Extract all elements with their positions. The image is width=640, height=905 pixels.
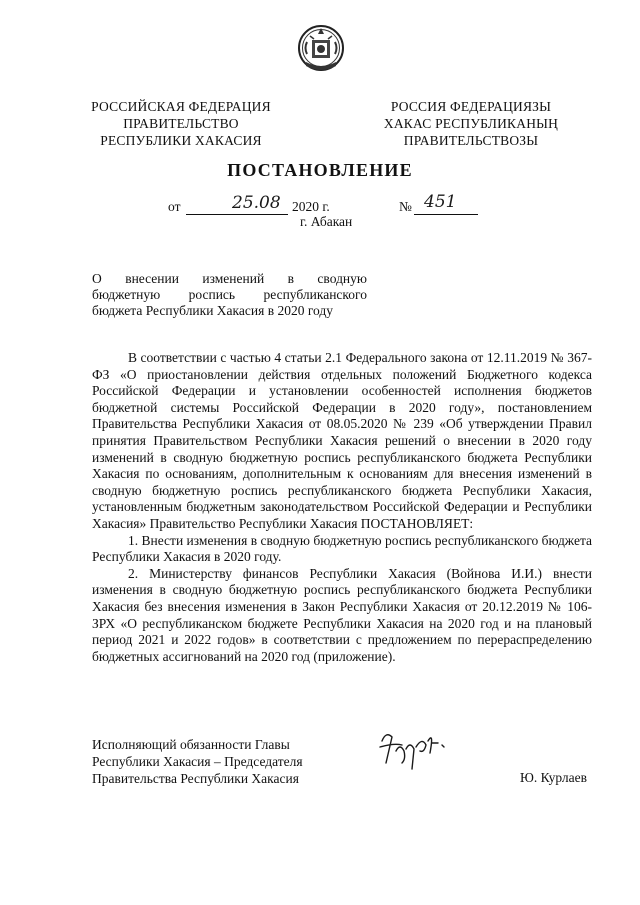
document-title: ПОСТАНОВЛЕНИЕ [227,160,413,180]
city: г. Абакан [300,214,353,229]
header-right-line: РОССИЯ ФЕДЕРАЦИЯЗЫ [390,99,552,114]
subject-block [92,271,367,319]
header-left-line: РОССИЙСКАЯ ФЕДЕРАЦИЯ [91,99,271,114]
coat-of-arms-icon [296,22,346,74]
item-1-paragraph: 1. Внести изменения в сводную бюджетную роспись республиканского бюджета Республики Хакасия в 2020 году. [92,532,593,565]
header-right-line: ХАКАС РЕСПУБЛИКАНЫҢ [383,116,559,131]
header-left [82,98,280,149]
signatory-position-line: Республики Хакасия – Председателя [92,754,303,769]
signatory-name: Ю. Курлаев [520,770,588,785]
item-2-paragraph: 2. Министерству финансов Республики Хакасия (Войнова И.И.) внести изменения в сводную бюджетную роспись республиканского бюджета Республики Хакасия без внесения изменения в Закон Республики Хакасия от 20.12.2019 № 106-ЗРХ «О республиканском бюджете Республики Хакасия на 2020 год и на плановый период 2021 и 2022 годов» в соответствии с предложением по перераспределению бюджетных ассигнований на 2020 год (приложение). [92,565,592,664]
number-label: № [399,199,412,214]
date-year: 2020 г. [292,199,330,214]
date-handwritten: 25.08 [232,193,281,213]
header-right [372,98,570,149]
signatory-position-line: Правительства Республики Хакасия [92,771,299,786]
document-body [92,350,592,665]
date-line [0,192,640,216]
subject-line: О внесении изменений в сводную [92,271,367,286]
header-left-line: РЕСПУБЛИКИ ХАКАСИЯ [100,133,262,148]
preamble-paragraph: В соответствии с частью 4 статьи 2.1 Федерального закона от 12.11.2019 № 367-ФЗ «О приостановлении действия отдельных положений Бюджетного кодекса Российской Федерации и установлении особенностей исполнения бюджетов бюджетной системы Российской Федерации в 2020 году», постановлением Правительства Республики Хакасия от 08.05.2020 № 239 «Об утверждении Правил принятия Правительством Республики Хакасия решений о внесении в 2020 году изменений в сводную бюджетную роспись республиканского бюджета Республики Хакасия по основаниям, дополнительным к основаниям для внесения изменений в сводную бюджетную роспись республиканского бюджета Республики Хакасия, установленным бюджетным законодательством Российской Федерации и Республики Хакасия» Правительство Республики Хакасия ПОСТАНОВЛЯЕТ: [92,350,592,531]
signatory-position-line: Исполняющий обязанности Главы [92,737,290,752]
header-right-line: ПРАВИТЕЛЬСТВОЗЫ [403,133,539,148]
handwritten-signature-icon [372,723,462,773]
number-handwritten: 451 [424,192,457,212]
subject-line: бюджетную роспись республиканского [92,287,367,302]
signatory-position [92,736,303,787]
subject-line: бюджета Республики Хакасия в 2020 году [92,303,334,318]
date-from-label: от [168,199,181,214]
header-left-line: ПРАВИТЕЛЬСТВО [123,116,239,131]
